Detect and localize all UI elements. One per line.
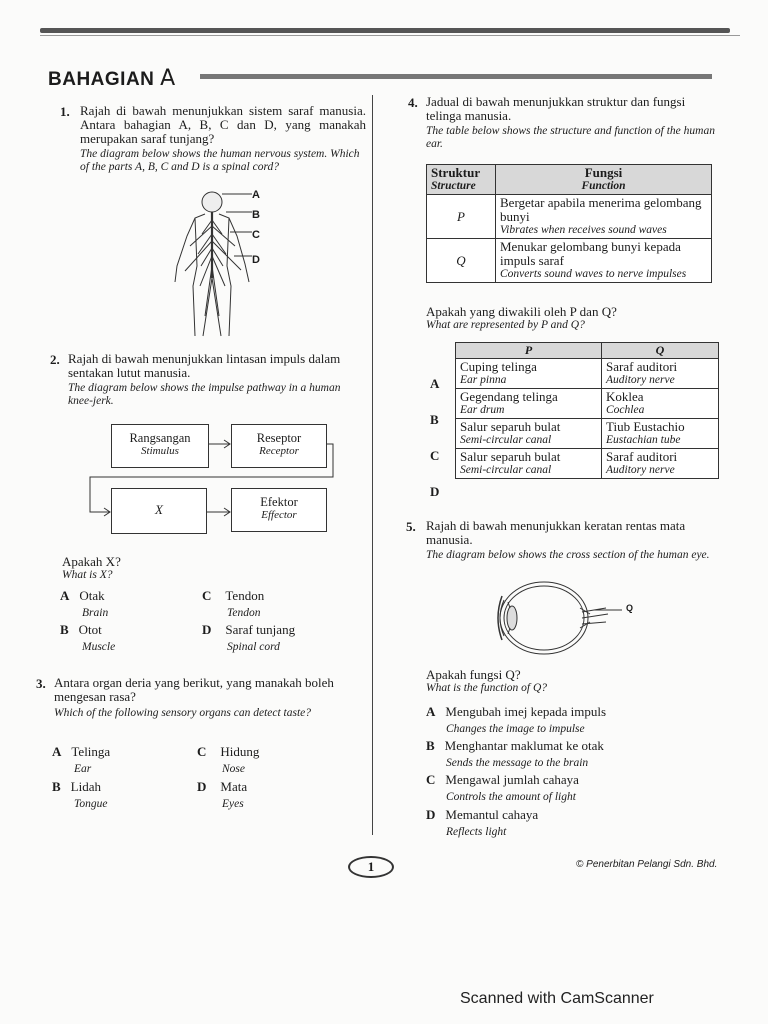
label-d: D bbox=[252, 253, 260, 266]
option-text-en: Spinal cord bbox=[227, 641, 280, 653]
q2-prompt bbox=[62, 555, 121, 582]
receptor-label: Reseptor bbox=[256, 431, 302, 445]
answer-p-en: Semi-circular canal bbox=[460, 434, 552, 446]
answer-q-ms: Koklea bbox=[606, 389, 644, 404]
stimulus-box bbox=[111, 424, 209, 468]
option-text-en: Sends the message to the brain bbox=[446, 757, 589, 769]
answer-p-en: Semi-circular canal bbox=[460, 464, 552, 476]
scanner-watermark: Scanned with CamScanner bbox=[460, 990, 654, 1007]
table-row bbox=[427, 195, 712, 239]
option-text-en: Changes the image to impulse bbox=[446, 723, 585, 735]
diagram-labels bbox=[252, 186, 260, 270]
option-letter: D bbox=[426, 807, 436, 822]
option-text: Tendon bbox=[225, 588, 265, 603]
option-text: Mengubah imej kepada impuls bbox=[445, 704, 607, 719]
effector-label: Efektor bbox=[260, 495, 298, 509]
option-letter: B bbox=[52, 779, 61, 794]
header-structure bbox=[427, 165, 496, 195]
prompt-ms: Apakah fungsi Q? bbox=[426, 667, 521, 682]
question-number: 1. bbox=[60, 104, 70, 119]
answer-q-en: Cochlea bbox=[606, 404, 645, 416]
option-letter: A bbox=[426, 704, 436, 719]
prompt-ms: Apakah yang diwakili oleh P dan Q? bbox=[426, 304, 617, 319]
answer-p-cell bbox=[456, 419, 602, 449]
question-text-ms: Jadual di bawah menunjukkan struktur dan fungsi telinga manusia. bbox=[426, 94, 686, 123]
option-text: Mata bbox=[220, 779, 248, 794]
answer-row-d[interactable] bbox=[456, 449, 719, 479]
answer-p-en: Ear drum bbox=[460, 404, 505, 416]
answer-row-b[interactable] bbox=[456, 389, 719, 419]
option-text: Saraf tunjang bbox=[225, 622, 296, 637]
question-text-ms: Rajah di bawah menunjukkan lintasan impuls dalam sentakan lutut manusia. bbox=[68, 351, 341, 380]
header-function-ms: Fungsi bbox=[584, 165, 623, 180]
header-p: P bbox=[456, 343, 602, 359]
option-text: Hidung bbox=[220, 744, 260, 759]
answer-q-cell bbox=[602, 389, 719, 419]
prompt-en: What is the function of Q? bbox=[426, 682, 548, 694]
eye-cross-section-diagram bbox=[494, 578, 624, 658]
q3-option-c[interactable] bbox=[197, 743, 259, 776]
answer-q-en: Auditory nerve bbox=[606, 464, 675, 476]
answer-q-en: Auditory nerve bbox=[606, 374, 675, 386]
effector-label-en: Effector bbox=[261, 509, 297, 521]
option-text-en: Reflects light bbox=[446, 826, 507, 838]
effector-box bbox=[231, 488, 327, 532]
heading-handwritten-mark: A bbox=[160, 66, 176, 91]
question-text-ms: Rajah di bawah menunjukkan sistem saraf manusia. Antara bahagian A, B, C dan D, yang manakah merupakan saraf tunjang? bbox=[80, 103, 366, 146]
diagram-label-q: Q bbox=[626, 603, 634, 613]
answer-p-cell bbox=[456, 359, 602, 389]
option-text-en: Ear bbox=[74, 763, 92, 775]
function-en: Vibrates when receives sound waves bbox=[500, 224, 667, 236]
question-number: 3. bbox=[36, 676, 46, 691]
option-text-en: Brain bbox=[82, 607, 109, 619]
q5-option-a[interactable] bbox=[426, 703, 606, 736]
q5-option-d[interactable] bbox=[426, 806, 538, 839]
question-number: 2. bbox=[50, 352, 60, 367]
option-text-en: Nose bbox=[222, 763, 245, 775]
table-header-row bbox=[427, 165, 712, 195]
answer-p-cell bbox=[456, 389, 602, 419]
stimulus-label: Rangsangan bbox=[129, 431, 191, 445]
option-letter-c[interactable]: C bbox=[430, 448, 440, 463]
option-text-en: Tendon bbox=[227, 607, 261, 619]
q5-option-c[interactable] bbox=[426, 771, 579, 804]
top-border-thin bbox=[40, 35, 740, 36]
answer-row-c[interactable] bbox=[456, 419, 719, 449]
function-cell bbox=[496, 195, 712, 239]
ear-structure-table bbox=[426, 164, 712, 283]
option-text: Menghantar maklumat ke otak bbox=[444, 738, 604, 753]
structure-cell: Q bbox=[427, 239, 496, 283]
option-text: Otot bbox=[78, 622, 102, 637]
q2-option-c[interactable] bbox=[202, 587, 264, 620]
stimulus-label-en: Stimulus bbox=[141, 445, 179, 457]
option-text-en: Tongue bbox=[74, 798, 108, 810]
answer-p-ms: Salur separuh bulat bbox=[460, 419, 561, 434]
q5-prompt bbox=[426, 668, 547, 695]
option-letter: C bbox=[202, 588, 212, 603]
header-structure-en: Structure bbox=[431, 180, 476, 192]
question-number: 4. bbox=[408, 95, 418, 110]
answer-q-cell bbox=[602, 449, 719, 479]
label-a: A bbox=[252, 189, 260, 201]
heading-rule bbox=[200, 74, 712, 79]
column-divider bbox=[372, 95, 373, 835]
option-letter: B bbox=[426, 738, 435, 753]
question-text-en: The diagram below shows the cross section of the human eye. bbox=[426, 549, 710, 561]
q4-prompt bbox=[426, 305, 617, 332]
question-1 bbox=[60, 104, 366, 174]
answer-p-en: Ear pinna bbox=[460, 374, 507, 386]
receptor-label-en: Receptor bbox=[259, 445, 299, 457]
option-letter: D bbox=[202, 622, 212, 637]
answer-q-ms: Tiub Eustachio bbox=[606, 419, 685, 434]
option-letter: B bbox=[60, 622, 69, 637]
question-text-ms: Antara organ deria yang berikut, yang manakah boleh mengesan rasa? bbox=[54, 675, 334, 704]
function-en: Converts sound waves to nerve impulses bbox=[500, 268, 687, 280]
heading-text: BAHAGIAN bbox=[48, 69, 155, 90]
option-text: Lidah bbox=[70, 779, 101, 794]
answer-p-cell bbox=[456, 449, 602, 479]
answer-row-a[interactable] bbox=[456, 359, 719, 389]
header-function bbox=[496, 165, 712, 195]
question-3 bbox=[36, 676, 360, 720]
option-text: Otak bbox=[79, 588, 105, 603]
option-letter-a[interactable]: A bbox=[430, 376, 440, 391]
option-letter: A bbox=[52, 744, 62, 759]
option-letter: C bbox=[426, 772, 436, 787]
answer-q-cell bbox=[602, 359, 719, 389]
question-4 bbox=[408, 95, 718, 151]
q3-option-a[interactable] bbox=[52, 743, 110, 776]
question-text-en: The diagram below shows the human nervous system. Which of the parts A, B, C and D is a spinal cord? bbox=[80, 148, 360, 173]
option-text: Telinga bbox=[71, 744, 111, 759]
section-heading bbox=[48, 66, 176, 91]
q3-option-b[interactable] bbox=[52, 778, 107, 811]
header-function-en: Function bbox=[581, 180, 626, 192]
page-number: 1 bbox=[348, 856, 394, 878]
label-b: B bbox=[252, 208, 260, 221]
q2-option-a[interactable] bbox=[60, 587, 108, 620]
answer-q-ms: Saraf auditori bbox=[606, 359, 678, 374]
function-cell bbox=[496, 239, 712, 283]
receptor-box bbox=[231, 424, 327, 468]
header-q: Q bbox=[602, 343, 719, 359]
x-box bbox=[111, 488, 207, 534]
question-text-en: Which of the following sensory organs can detect taste? bbox=[54, 707, 312, 719]
prompt-ms: Apakah X? bbox=[62, 554, 121, 569]
question-text-en: The diagram below shows the impulse pathway in a human knee-jerk. bbox=[68, 382, 341, 407]
option-text: Memantul cahaya bbox=[445, 807, 539, 822]
structure-cell: P bbox=[427, 195, 496, 239]
question-text-ms: Rajah di bawah menunjukkan keratan rentas mata manusia. bbox=[426, 518, 686, 547]
question-number: 5. bbox=[406, 519, 416, 534]
q2-option-b[interactable] bbox=[60, 621, 115, 654]
answer-table bbox=[455, 342, 719, 479]
x-label: X bbox=[155, 502, 163, 517]
option-letter-b[interactable]: B bbox=[430, 412, 439, 427]
top-border bbox=[40, 28, 730, 33]
question-text-en: The table below shows the structure and function of the human ear. bbox=[426, 125, 715, 150]
option-letter: C bbox=[197, 744, 207, 759]
answer-q-en: Eustachian tube bbox=[606, 434, 681, 446]
option-letter-d[interactable]: D bbox=[430, 484, 440, 499]
answer-p-ms: Gegendang telinga bbox=[460, 389, 558, 404]
option-text-en: Muscle bbox=[82, 641, 116, 653]
option-text-en: Controls the amount of light bbox=[446, 791, 576, 803]
label-c: C bbox=[252, 229, 260, 241]
answer-p-ms: Salur separuh bulat bbox=[460, 449, 561, 464]
answer-q-ms: Saraf auditori bbox=[606, 449, 678, 464]
table-row bbox=[427, 239, 712, 283]
option-letter: A bbox=[60, 588, 70, 603]
answer-header-row bbox=[456, 343, 719, 359]
q3-option-d[interactable] bbox=[197, 778, 247, 811]
q2-option-d[interactable] bbox=[202, 621, 295, 654]
question-5 bbox=[406, 519, 724, 562]
header-structure-ms: Struktur bbox=[431, 165, 481, 180]
function-ms: Bergetar apabila menerima gelombang bunyi bbox=[500, 195, 702, 224]
function-ms: Menukar gelombang bunyi kepada impuls saraf bbox=[500, 239, 681, 268]
option-text: Mengawal jumlah cahaya bbox=[445, 772, 579, 787]
answer-p-ms: Cuping telinga bbox=[460, 359, 537, 374]
option-letter: D bbox=[197, 779, 207, 794]
prompt-en: What is X? bbox=[62, 569, 113, 581]
q4-option-letters bbox=[430, 366, 439, 510]
option-text-en: Eyes bbox=[222, 798, 244, 810]
q5-option-b[interactable] bbox=[426, 737, 604, 770]
answer-q-cell bbox=[602, 419, 719, 449]
question-2 bbox=[50, 352, 362, 408]
publisher-credit: © Penerbitan Pelangi Sdn. Bhd. bbox=[576, 859, 718, 870]
prompt-en: What are represented by P and Q? bbox=[426, 319, 585, 331]
